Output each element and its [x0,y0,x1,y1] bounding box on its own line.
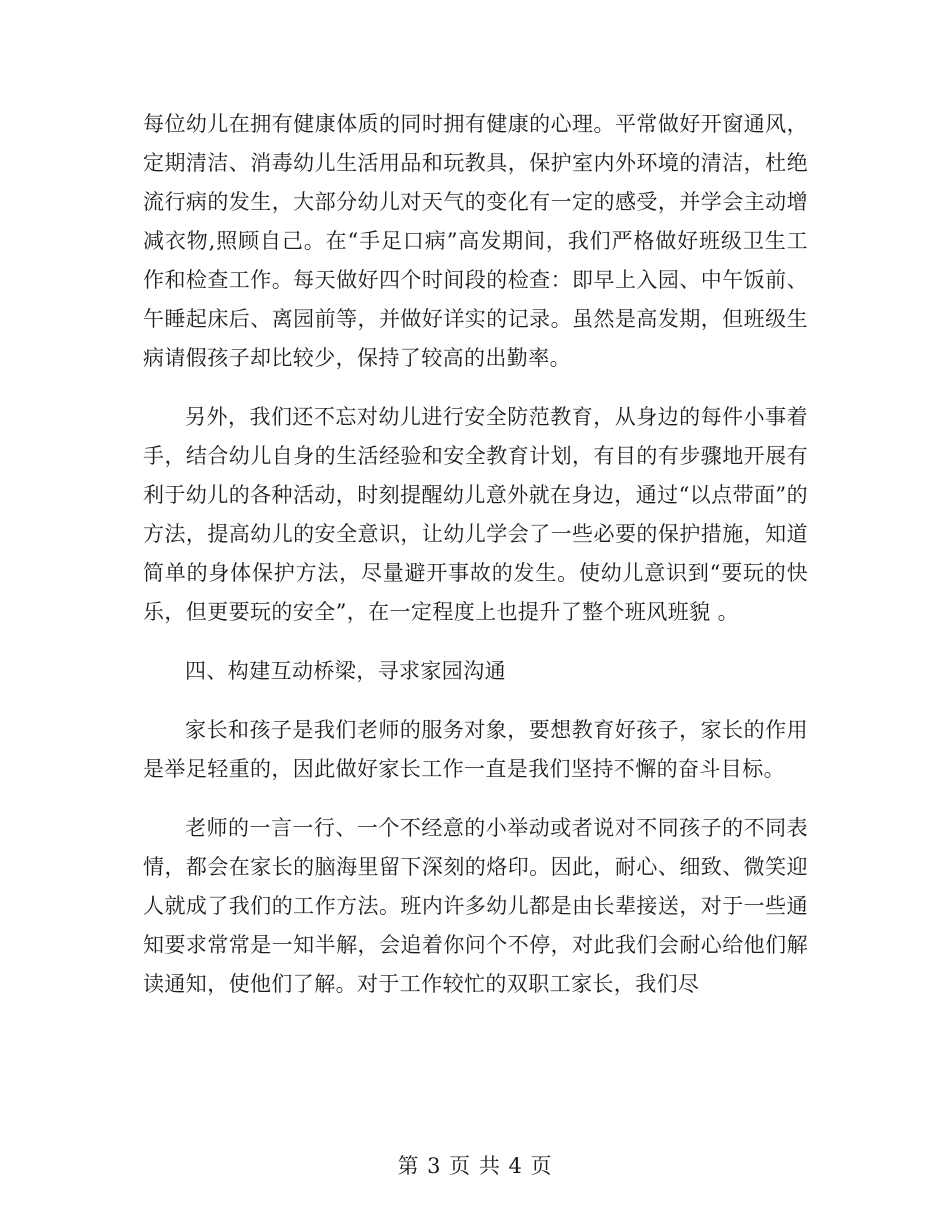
paragraph-health-hygiene: 每位幼儿在拥有健康体质的同时拥有健康的心理。平常做好开窗通风，定期清洁、消毒幼儿生活用品和玩教具，保护室内外环境的清洁，杜绝流行病的发生，大部分幼儿对天气的变化有一定的感受，并学会主动增减衣物,照顾自己。在“手足口病”高发期间，我们严格做好班级卫生工作和检查工作。每天做好四个时间段的检查：即早上入园、中午饭前、午睡起床后、离园前等，并做好详实的记录。虽然是高发期，但班级生病请假孩子却比较少，保持了较高的出勤率。 [143,112,808,370]
paragraph-safety-education: 另外，我们还不忘对幼儿进行安全防范教育，从身边的每件小事着手，结合幼儿自身的生活经验和安全教育计划，有目的有步骤地开展有利于幼儿的各种活动，时刻提醒幼儿意外就在身边，通过“以点带面”的方法，提高幼儿的安全意识，让幼儿学会了一些必要的保护措施，知道简单的身体保护方法，尽量避开事故的发生。使幼儿意识到“要玩的快乐，但更要玩的安全”，在一定程度上也提升了整个班风班貌 。 [143,405,808,624]
section-heading-home-communication: 四、构建互动桥梁，寻求家园沟通 [185,659,506,683]
paragraph-parents-role: 家长和孩子是我们老师的服务对象，要想教育好孩子，家长的作用是举足轻重的，因此做好家长工作一直是我们坚持不懈的奋斗目标。 [143,718,808,781]
paragraph-teacher-conduct: 老师的一言一行、一个不经意的小举动或者说对不同孩子的不同表情，都会在家长的脑海里留下深刻的烙印。因此，耐心、细致、微笑迎人就成了我们的工作方法。班内许多幼儿都是由长辈接送，对于一些通知要求常常是一知半解，会追着你问个不停，对此我们会耐心给他们解读通知，使他们了解。对于工作较忙的双职工家长，我们尽 [143,816,808,996]
body-text [143,105,808,1004]
page-footer: 第 3 页 共 4 页 [397,1154,553,1178]
